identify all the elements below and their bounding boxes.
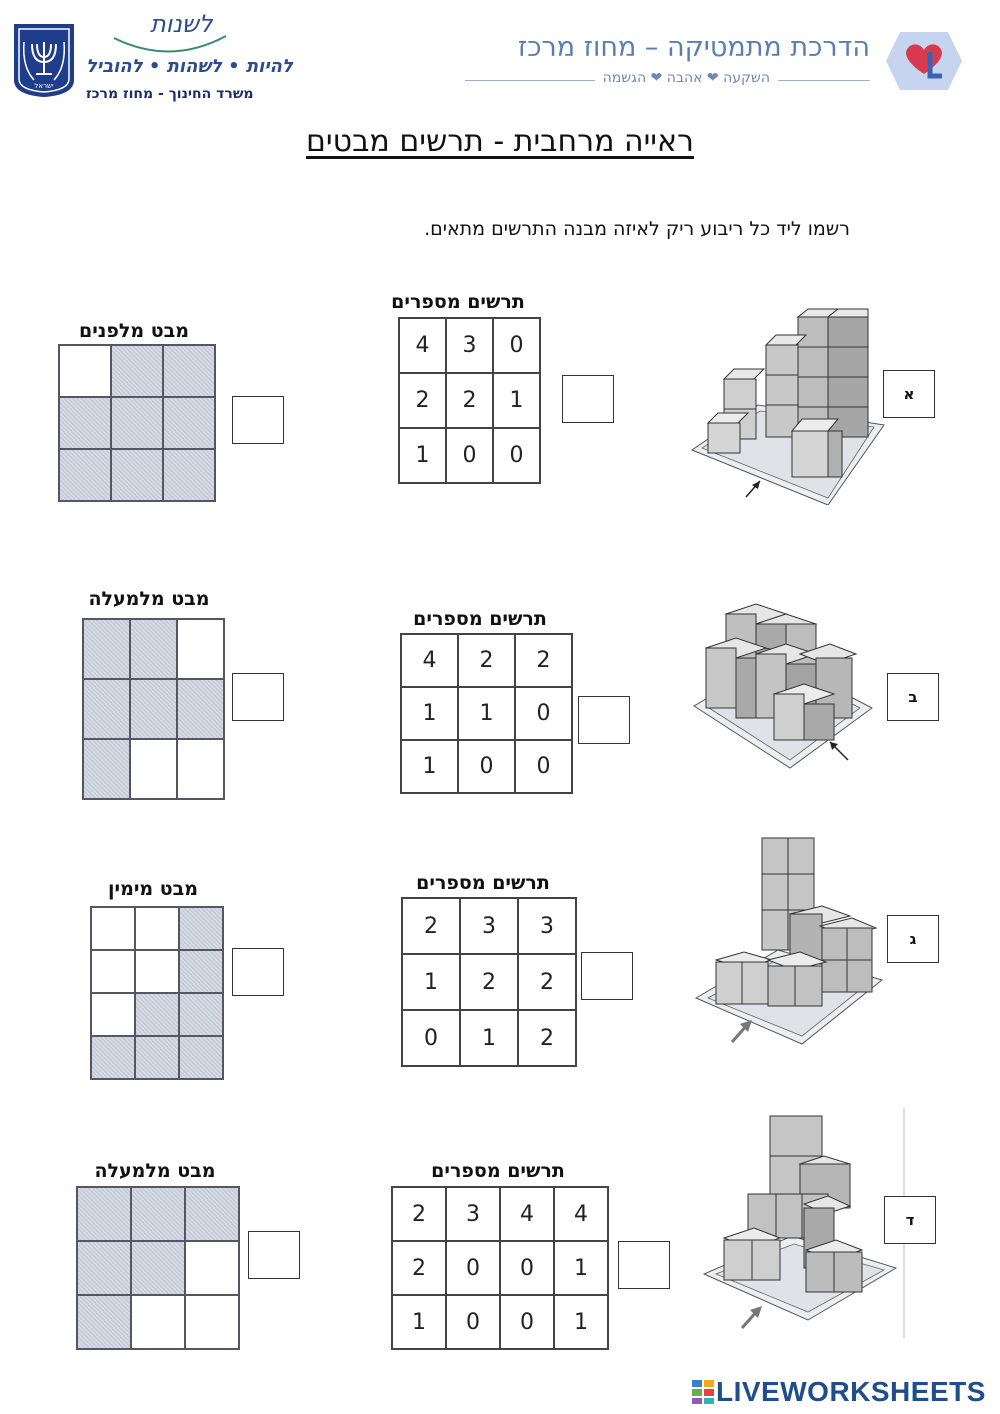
numeric-cell: 1: [401, 740, 458, 793]
view-cell-empty: [91, 907, 135, 950]
view-cell-shaded: [91, 1036, 135, 1079]
numeric-grid-row: [401, 687, 572, 740]
view-cell-empty: [177, 619, 224, 679]
numeric-cell: 4: [399, 318, 446, 373]
view-grid-row: [77, 1241, 239, 1295]
view-cell-shaded: [185, 1187, 239, 1241]
answer-box[interactable]: [562, 375, 614, 423]
view-cell-empty: [91, 950, 135, 993]
instruction-text: רשמו ליד כל ריבוע ריק לאיזה מבנה התרשים מתאים.: [424, 218, 850, 240]
page-title: ראייה מרחבית - תרשים מבטים: [306, 124, 694, 159]
numeric-cell: 1: [554, 1295, 608, 1349]
numeric-cell: 2: [399, 373, 446, 428]
numeric-cell: 1: [458, 687, 515, 740]
slogan-text: להיות • לשהות • להוביל: [86, 56, 293, 77]
numeric-cell: 2: [518, 1010, 576, 1066]
view-cell-shaded: [177, 679, 224, 739]
view-cell-empty: [185, 1295, 239, 1349]
view-cell-shaded: [111, 345, 163, 397]
numeric-label: תרשים מספרים: [413, 608, 547, 630]
ministry-text: משרד החינוך - מחוז מרכז: [86, 86, 254, 102]
cube-structure-a: [688, 305, 888, 505]
view-grid-row: [91, 1036, 223, 1079]
view-label: מבט מלפנים: [78, 320, 190, 342]
view-cell-shaded: [179, 1036, 223, 1079]
numeric-cell: 0: [458, 740, 515, 793]
department-subtitle: השקעה ❤ אהבה ❤ הגשמה: [595, 70, 778, 86]
view-cell-empty: [131, 1295, 185, 1349]
numeric-grid-row: [402, 954, 576, 1010]
numeric-grid: [401, 897, 577, 1067]
numeric-cell: 4: [554, 1187, 608, 1241]
cube-structure-c: [692, 832, 884, 1047]
numeric-grid-row: [399, 318, 540, 373]
view-label: מבט מלמעלה: [88, 588, 210, 610]
view-cell-empty: [185, 1241, 239, 1295]
heart-logo-icon: [884, 30, 964, 92]
view-cell-shaded: [163, 345, 215, 397]
answer-box[interactable]: [248, 1231, 300, 1279]
numeric-cell: 1: [493, 373, 540, 428]
numeric-grid-row: [392, 1187, 608, 1241]
numeric-grid-row: [392, 1241, 608, 1295]
numeric-cell: 3: [518, 898, 576, 954]
numeric-cell: 2: [458, 634, 515, 687]
view-grid-row: [91, 907, 223, 950]
slogan-top: לשנות: [150, 10, 213, 38]
answer-box[interactable]: [618, 1241, 670, 1289]
view-cell-shaded: [135, 993, 179, 1036]
view-cell-shaded: [163, 397, 215, 449]
structure-letter: ב: [887, 673, 939, 721]
view-grid-row: [59, 449, 215, 501]
department-title: הדרכת מתמטיקה – מחוז מרכז: [517, 32, 870, 63]
numeric-grid-row: [399, 373, 540, 428]
view-cell-shaded: [77, 1295, 131, 1349]
numeric-cell: 0: [402, 1010, 460, 1066]
numeric-cell: 1: [401, 687, 458, 740]
numeric-cell: 0: [446, 428, 493, 483]
view-cell-shaded: [179, 993, 223, 1036]
structure-letter: א: [883, 370, 935, 418]
view-cell-shaded: [111, 397, 163, 449]
view-grid-row: [77, 1295, 239, 1349]
view-grid-row: [91, 950, 223, 993]
view-grid-row: [77, 1187, 239, 1241]
view-cell-shaded: [59, 449, 111, 501]
view-cell-shaded: [59, 397, 111, 449]
state-emblem-icon: [12, 22, 76, 98]
numeric-grid-row: [399, 428, 540, 483]
answer-box[interactable]: [232, 673, 284, 721]
numeric-cell: 1: [399, 428, 446, 483]
view-grid-row: [91, 993, 223, 1036]
view-cell-shaded: [135, 1036, 179, 1079]
view-cell-shaded: [179, 907, 223, 950]
numeric-cell: 3: [446, 318, 493, 373]
view-cell-empty: [135, 907, 179, 950]
view-cell-empty: [59, 345, 111, 397]
answer-box[interactable]: [578, 696, 630, 744]
cube-structure-d: [700, 1108, 910, 1338]
numeric-grid: [398, 317, 541, 484]
view-cell-shaded: [130, 619, 177, 679]
structure-letter: ג: [887, 915, 939, 963]
numeric-cell: 3: [460, 898, 518, 954]
numeric-cell: 0: [500, 1241, 554, 1295]
view-grid: [82, 618, 225, 800]
answer-box[interactable]: [232, 396, 284, 444]
view-cell-shaded: [111, 449, 163, 501]
svg-text:ישראל: ישראל: [34, 82, 54, 90]
numeric-cell: 0: [493, 318, 540, 373]
numeric-cell: 0: [500, 1295, 554, 1349]
structure-letter: ד: [884, 1196, 936, 1244]
numeric-cell: 1: [402, 954, 460, 1010]
numeric-grid-row: [402, 1010, 576, 1066]
liveworksheets-logo-icon: [692, 1380, 714, 1404]
view-cell-shaded: [163, 449, 215, 501]
view-cell-shaded: [131, 1187, 185, 1241]
view-label: מבט מימין: [107, 878, 199, 900]
view-grid-row: [83, 739, 224, 799]
numeric-grid-row: [392, 1295, 608, 1349]
numeric-cell: 1: [554, 1241, 608, 1295]
numeric-label: תרשים מספרים: [416, 872, 550, 894]
numeric-cell: 1: [392, 1295, 446, 1349]
view-cell-empty: [91, 993, 135, 1036]
brand-name: LIVEWORKSHEETS: [716, 1376, 986, 1407]
numeric-cell: 2: [460, 954, 518, 1010]
numeric-cell: 2: [518, 954, 576, 1010]
view-cell-empty: [177, 739, 224, 799]
view-grid-row: [59, 345, 215, 397]
numeric-cell: 0: [515, 740, 572, 793]
header: [0, 0, 1000, 110]
view-cell-shaded: [83, 739, 130, 799]
numeric-grid-row: [401, 634, 572, 687]
numeric-cell: 2: [402, 898, 460, 954]
view-grid-row: [59, 397, 215, 449]
view-cell-shaded: [77, 1187, 131, 1241]
numeric-cell: 3: [446, 1187, 500, 1241]
view-cell-shaded: [83, 619, 130, 679]
view-cell-empty: [135, 950, 179, 993]
view-cell-empty: [130, 739, 177, 799]
numeric-grid: [400, 633, 573, 794]
numeric-cell: 2: [446, 373, 493, 428]
view-grid: [90, 906, 224, 1080]
numeric-label: תרשים מספרים: [431, 1160, 565, 1182]
numeric-cell: 0: [515, 687, 572, 740]
answer-box[interactable]: [232, 948, 284, 996]
footer-brand[interactable]: [692, 1376, 986, 1408]
numeric-cell: 4: [401, 634, 458, 687]
view-grid-row: [83, 619, 224, 679]
numeric-cell: 1: [460, 1010, 518, 1066]
numeric-grid-row: [402, 898, 576, 954]
numeric-cell: 2: [515, 634, 572, 687]
cube-structure-b: [690, 596, 880, 771]
numeric-cell: 0: [493, 428, 540, 483]
numeric-grid-row: [401, 740, 572, 793]
numeric-cell: 4: [500, 1187, 554, 1241]
view-cell-shaded: [77, 1241, 131, 1295]
view-cell-shaded: [179, 950, 223, 993]
numeric-cell: 0: [446, 1295, 500, 1349]
numeric-cell: 2: [392, 1187, 446, 1241]
view-label: מבט מלמעלה: [94, 1160, 216, 1182]
view-cell-shaded: [131, 1241, 185, 1295]
numeric-cell: 0: [446, 1241, 500, 1295]
numeric-label: תרשים מספרים: [391, 291, 525, 313]
numeric-cell: 2: [392, 1241, 446, 1295]
view-grid: [76, 1186, 240, 1350]
view-grid: [58, 344, 216, 502]
numeric-grid: [391, 1186, 609, 1350]
view-cell-shaded: [130, 679, 177, 739]
answer-box[interactable]: [581, 952, 633, 1000]
view-cell-shaded: [83, 679, 130, 739]
view-grid-row: [83, 679, 224, 739]
